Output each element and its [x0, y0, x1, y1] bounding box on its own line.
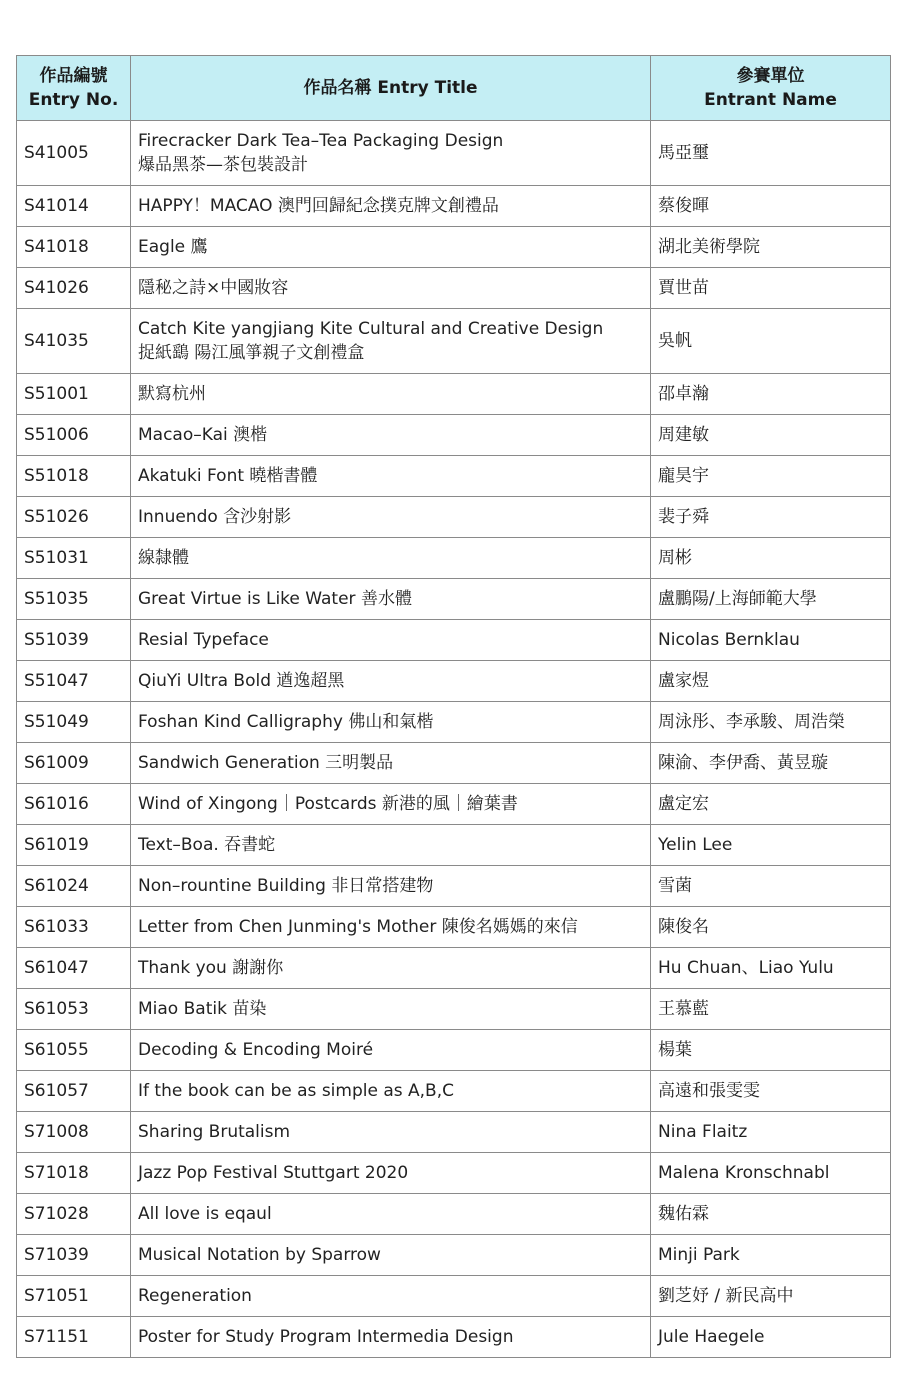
- entry-title-cell: [131, 1194, 651, 1235]
- table-row: [17, 268, 891, 309]
- entry-no-cell: S71051: [17, 1276, 131, 1317]
- entry-title-line: 線隸體: [138, 548, 189, 568]
- table-row: [17, 620, 891, 661]
- entry-title-line: Regeneration: [138, 1286, 252, 1306]
- entry-title-line: All love is eqaul: [138, 1204, 272, 1224]
- entrant-name-cell: 吳帆: [651, 309, 891, 374]
- table-row: [17, 1112, 891, 1153]
- entry-title-line: Text–Boa. 吞書蛇: [138, 835, 276, 855]
- entry-title-line: Innuendo 含沙射影: [138, 507, 292, 527]
- entry-title-cell: [131, 825, 651, 866]
- entry-title-cell: [131, 186, 651, 227]
- entrant-name-cell: Hu Chuan、Liao Yulu: [651, 948, 891, 989]
- table-row: [17, 227, 891, 268]
- entry-no-cell: S41005: [17, 121, 131, 186]
- entrant-name-cell: 周彬: [651, 538, 891, 579]
- entry-title-cell: [131, 1030, 651, 1071]
- entry-title-cell: [131, 538, 651, 579]
- entrant-name-cell: Nina Flaitz: [651, 1112, 891, 1153]
- entries-table: [16, 55, 891, 1358]
- entry-no-cell: S41026: [17, 268, 131, 309]
- entry-title-cell: [131, 579, 651, 620]
- table-row: [17, 497, 891, 538]
- entry-no-cell: S61033: [17, 907, 131, 948]
- table-row: [17, 1317, 891, 1358]
- table-row: [17, 415, 891, 456]
- entrant-name-cell: 邵卓瀚: [651, 374, 891, 415]
- table-header-row: [17, 56, 891, 121]
- table-row: [17, 866, 891, 907]
- entry-title-line: Macao–Kai 澳楷: [138, 425, 268, 445]
- entrant-name-cell: 湖北美術學院: [651, 227, 891, 268]
- table-row: [17, 538, 891, 579]
- entrant-name-cell: 王慕藍: [651, 989, 891, 1030]
- entry-title-line: Catch Kite yangjiang Kite Cultural and Creative Design: [138, 319, 604, 339]
- entrant-name-cell: Jule Haegele: [651, 1317, 891, 1358]
- entry-title-line: Non–rountine Building 非日常搭建物: [138, 876, 434, 896]
- header-entry-no-en: Entry No.: [28, 90, 119, 110]
- entry-title-cell: [131, 907, 651, 948]
- entry-no-cell: S41018: [17, 227, 131, 268]
- entrant-name-cell: 裴子舜: [651, 497, 891, 538]
- entry-title-line: Sandwich Generation 三明製品: [138, 753, 394, 773]
- entry-title-line: Thank you 謝謝你: [138, 958, 284, 978]
- entry-no-cell: S51031: [17, 538, 131, 579]
- entry-title-cell: [131, 702, 651, 743]
- entry-no-cell: S61055: [17, 1030, 131, 1071]
- table-row: [17, 743, 891, 784]
- entry-no-cell: S51006: [17, 415, 131, 456]
- entrant-name-cell: Malena Kronschnabl: [651, 1153, 891, 1194]
- entry-no-cell: S61009: [17, 743, 131, 784]
- entry-title-line: If the book can be as simple as A,B,C: [138, 1081, 454, 1101]
- table-row: [17, 702, 891, 743]
- header-entry-no-zh: 作品編號: [39, 66, 108, 86]
- entry-title-line: 默寫杭州: [138, 384, 206, 404]
- entrant-name-cell: 魏佑霖: [651, 1194, 891, 1235]
- entry-title-line: Miao Batik 苗染: [138, 999, 267, 1019]
- entry-title-cell: [131, 374, 651, 415]
- entrant-name-cell: 周泳彤、李承駿、周浩榮: [651, 702, 891, 743]
- entrant-name-cell: 楊葉: [651, 1030, 891, 1071]
- entry-no-cell: S51035: [17, 579, 131, 620]
- entry-title-line: QiuYi Ultra Bold 遒逸超黑: [138, 671, 345, 691]
- entry-title-line: Akatuki Font 曉楷書體: [138, 466, 318, 486]
- table-row: [17, 374, 891, 415]
- entry-title-cell: [131, 1112, 651, 1153]
- entry-title-cell: [131, 415, 651, 456]
- table-row: [17, 1071, 891, 1112]
- entry-title-line: 隱秘之詩×中國妝容: [138, 278, 289, 298]
- entry-no-cell: S61047: [17, 948, 131, 989]
- entrant-name-cell: 陳渝、李伊喬、黃昱璇: [651, 743, 891, 784]
- entry-title-cell: [131, 1153, 651, 1194]
- entry-title-line: Great Virtue is Like Water 善水體: [138, 589, 412, 609]
- entry-no-cell: S51018: [17, 456, 131, 497]
- header-entrant-name-zh: 參賽單位: [736, 66, 805, 86]
- entry-title-line: Wind of Xingong｜Postcards 新港的風｜繪葉書: [138, 794, 518, 814]
- entry-title-cell: [131, 743, 651, 784]
- entrant-name-cell: 劉芝妤 / 新民高中: [651, 1276, 891, 1317]
- entry-title-line: Letter from Chen Junming's Mother 陳俊名媽媽的來信: [138, 917, 578, 937]
- entry-no-cell: S71018: [17, 1153, 131, 1194]
- table-row: [17, 825, 891, 866]
- entrant-name-cell: Yelin Lee: [651, 825, 891, 866]
- table-row: [17, 1153, 891, 1194]
- entrant-name-cell: 周建敏: [651, 415, 891, 456]
- table-row: [17, 1030, 891, 1071]
- entry-title-cell: [131, 620, 651, 661]
- entry-no-cell: S71151: [17, 1317, 131, 1358]
- entry-title-line: 爆品黑茶—茶包裝設計: [138, 155, 308, 175]
- entrant-name-cell: 陳俊名: [651, 907, 891, 948]
- entrant-name-cell: 盧鵬陽/上海師範大學: [651, 579, 891, 620]
- entry-title-cell: [131, 1317, 651, 1358]
- table-row: [17, 121, 891, 186]
- entrant-name-cell: 盧定宏: [651, 784, 891, 825]
- entrant-name-cell: 賈世苗: [651, 268, 891, 309]
- entry-title-cell: [131, 1071, 651, 1112]
- entry-title-line: Sharing Brutalism: [138, 1122, 291, 1142]
- table-row: [17, 1276, 891, 1317]
- table-row: [17, 186, 891, 227]
- entry-title-cell: [131, 121, 651, 186]
- entry-title-cell: [131, 309, 651, 374]
- entry-title-cell: [131, 268, 651, 309]
- entry-title-line: HAPPY！MACAO 澳門回歸紀念撲克牌文創禮品: [138, 196, 499, 216]
- table-row: [17, 784, 891, 825]
- entrant-name-cell: 馬亞璽: [651, 121, 891, 186]
- entry-title-cell: [131, 1235, 651, 1276]
- entry-title-line: Resial Typeface: [138, 630, 269, 650]
- entry-title-cell: [131, 661, 651, 702]
- entry-title-cell: [131, 948, 651, 989]
- table-row: [17, 907, 891, 948]
- entry-title-cell: [131, 227, 651, 268]
- table-row: [17, 1235, 891, 1276]
- header-entrant-name-en: Entrant Name: [704, 90, 837, 110]
- entry-no-cell: S71039: [17, 1235, 131, 1276]
- entry-title-cell: [131, 989, 651, 1030]
- entry-no-cell: S61024: [17, 866, 131, 907]
- entry-no-cell: S61019: [17, 825, 131, 866]
- entry-no-cell: S51026: [17, 497, 131, 538]
- entry-title-line: 捉紙鷂 陽江風箏親子文創禮盒: [138, 343, 365, 363]
- entrant-name-cell: 蔡俊暉: [651, 186, 891, 227]
- entrant-name-cell: 高遠和張雯雯: [651, 1071, 891, 1112]
- entry-no-cell: S71028: [17, 1194, 131, 1235]
- entry-title-line: Poster for Study Program Intermedia Design: [138, 1327, 514, 1347]
- entry-no-cell: S61016: [17, 784, 131, 825]
- entry-no-cell: S41014: [17, 186, 131, 227]
- entrant-name-cell: 雪菌: [651, 866, 891, 907]
- entry-no-cell: S61053: [17, 989, 131, 1030]
- entry-title-cell: [131, 1276, 651, 1317]
- table-row: [17, 1194, 891, 1235]
- header-entry-no: [17, 56, 131, 121]
- table-row: [17, 579, 891, 620]
- table-row: [17, 989, 891, 1030]
- header-entrant-name: [651, 56, 891, 121]
- entry-title-cell: [131, 456, 651, 497]
- header-entry-title-text: 作品名稱 Entry Title: [303, 78, 478, 98]
- entry-no-cell: S51049: [17, 702, 131, 743]
- entry-no-cell: S51001: [17, 374, 131, 415]
- entry-no-cell: S51047: [17, 661, 131, 702]
- entry-no-cell: S71008: [17, 1112, 131, 1153]
- entry-title-line: Foshan Kind Calligraphy 佛山和氣楷: [138, 712, 434, 732]
- entry-title-cell: [131, 866, 651, 907]
- entry-title-line: Musical Notation by Sparrow: [138, 1245, 381, 1265]
- table-row: [17, 948, 891, 989]
- entrant-name-cell: Minji Park: [651, 1235, 891, 1276]
- entry-title-line: Eagle 鷹: [138, 237, 208, 257]
- entry-no-cell: S61057: [17, 1071, 131, 1112]
- entries-table-container: [16, 55, 890, 1358]
- table-row: [17, 456, 891, 497]
- entry-no-cell: S41035: [17, 309, 131, 374]
- entry-title-line: Decoding & Encoding Moiré: [138, 1040, 374, 1060]
- table-row: [17, 661, 891, 702]
- header-entry-title: [131, 56, 651, 121]
- entry-title-line: Firecracker Dark Tea–Tea Packaging Design: [138, 131, 504, 151]
- entrant-name-cell: Nicolas Bernklau: [651, 620, 891, 661]
- entrant-name-cell: 盧家煜: [651, 661, 891, 702]
- entry-title-line: Jazz Pop Festival Stuttgart 2020: [138, 1163, 409, 1183]
- entry-no-cell: S51039: [17, 620, 131, 661]
- table-body: [17, 121, 891, 1358]
- entry-title-cell: [131, 784, 651, 825]
- entrant-name-cell: 龐昊宇: [651, 456, 891, 497]
- table-row: [17, 309, 891, 374]
- entry-title-cell: [131, 497, 651, 538]
